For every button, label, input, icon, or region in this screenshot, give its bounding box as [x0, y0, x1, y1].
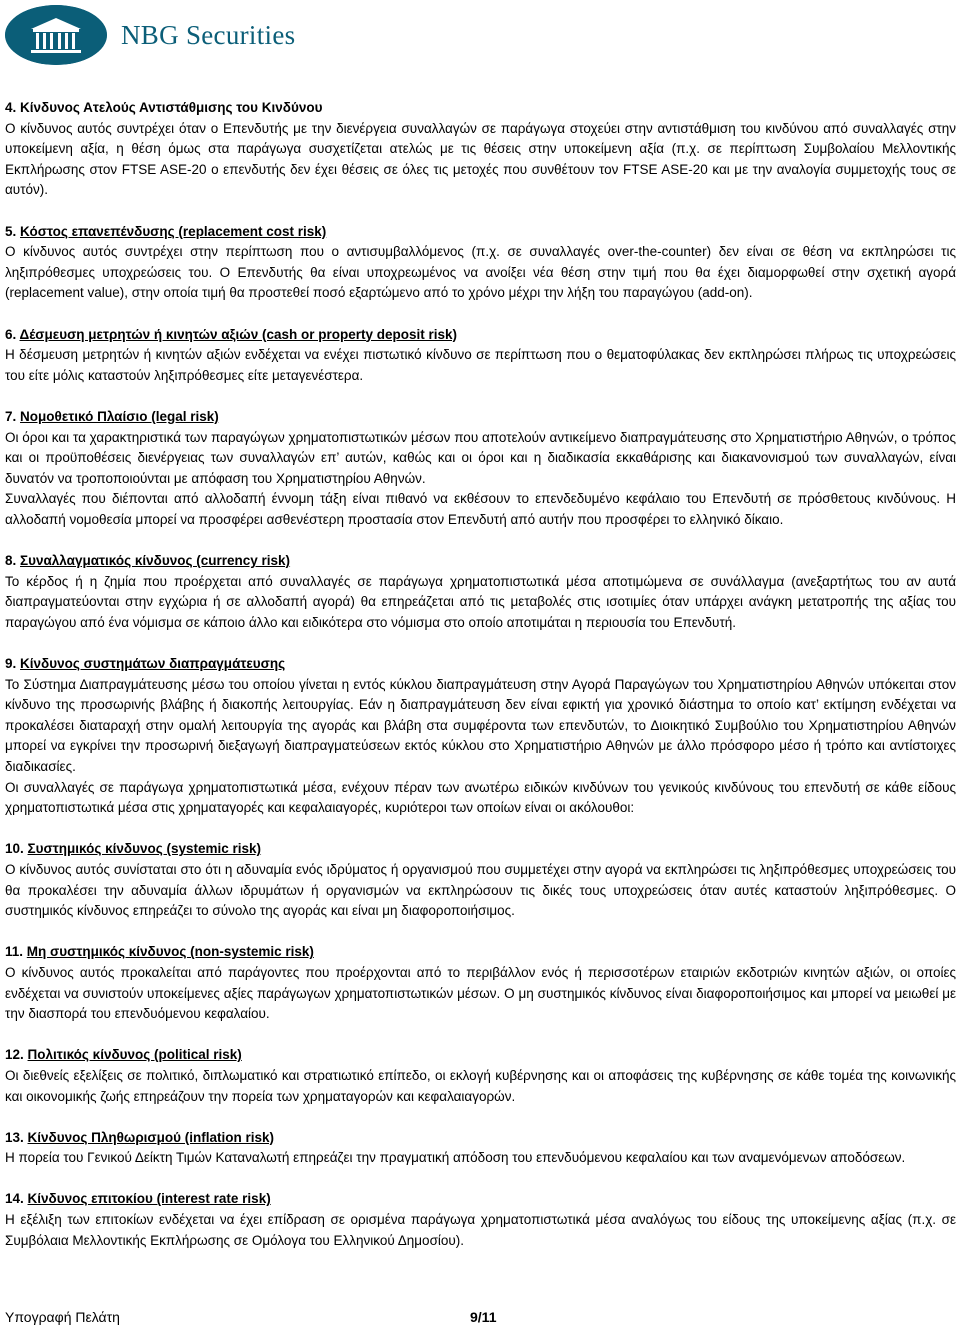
- risk-section: [5, 839, 956, 921]
- section-heading: [5, 325, 956, 346]
- section-heading: [5, 551, 956, 572]
- risk-section: [5, 98, 956, 201]
- section-number: 6.: [5, 326, 17, 342]
- section-heading: [5, 839, 956, 860]
- section-title: Κόστος επανεπένδυσης (replacement cost risk): [20, 223, 327, 239]
- section-number: 4.: [5, 100, 17, 115]
- section-heading: [5, 1189, 956, 1210]
- section-paragraph: Η πορεία του Γενικού Δείκτη Τιμών Καταναλωτή επηρεάζει την πραγματική απόδοση του επενδυόμενου κεφαλαίου και των αναμενόμενων αποδόσεων.: [5, 1150, 906, 1166]
- risk-section: [5, 1128, 956, 1169]
- risk-section: [5, 222, 956, 304]
- section-heading: [5, 222, 956, 243]
- section-heading: [5, 654, 956, 675]
- section-paragraph: Η εξέλιξη των επιτοκίων ενδέχεται να έχει επίδραση σε ορισμένα παράγωγα χρηματοπιστωτικά μέσα αναλόγως του είδους της υποκείμενης αξίας (π.χ. σε Συμβόλαια Μελλοντικής Εκπλήρωσης σε Ομόλογα του Ελληνικού Δημοσίου).: [5, 1212, 956, 1248]
- section-heading: [5, 98, 956, 119]
- section-number: 12.: [5, 1047, 24, 1063]
- section-heading: [5, 1045, 956, 1066]
- section-title: Κίνδυνος Πληθωρισμού (inflation risk): [27, 1129, 275, 1145]
- section-title: Συναλλαγματικός κίνδυνος (currency risk): [20, 553, 291, 569]
- section-heading: [5, 407, 956, 428]
- section-paragraph: Συναλλαγές που διέπονται από αλλοδαπή έννομη τάξη είναι πιθανό να εκθέσουν το επενδεδυμένο κεφάλαιο του Επενδυτή σε πρόσθετους κινδύνους. Η αλλοδαπή νομοθεσία μπορεί να προσφέρει ασθενέστερη προστασία στον Επενδυτή από αυτήν που προσφέρει το ελληνικό δίκαιο.: [5, 491, 956, 527]
- section-title: Κίνδυνος επιτοκίου (interest rate risk): [27, 1191, 271, 1207]
- risk-section: [5, 1045, 956, 1107]
- risk-section: [5, 942, 956, 1024]
- section-paragraph: Ο κίνδυνος αυτός προκαλείται από παράγοντες που προέρχονται από το περιβάλλον ενός ή περισσοτέρων εταιριών εκδοτριών κινητών αξιών, οι οποίες ενδέχεται να συνιστούν υποκείμενες αξίες παράγωγων χρηματοπιστωτικών μέσων. Ο μη συστημικός κίνδυνος είναι διαφοροποιήσιμος και μπορεί να μειωθεί με την διασπορά του επενδυόμενου κεφαλαίου.: [5, 964, 956, 1022]
- section-title: Μη συστημικός κίνδυνος (non-systemic risk): [26, 944, 314, 960]
- client-signature-label: Υπογραφή Πελάτη: [5, 1309, 120, 1325]
- section-number: 8.: [5, 553, 17, 569]
- section-paragraph: Το Σύστημα Διαπραγμάτευσης μέσω του οποίου γίνεται η εντός κύκλου διαπραγμάτευση στην Αγορά Παραγώγων του Χρηματιστηρίου Αθηνών υπόκειται στον κίνδυνο της προσωρινής βλάβης ή διακοπής λειτουργίας. Εάν η διαπραγμάτευση δεν είναι εφικτή για χρονικό διάστημα το οποίο κατ’ εκτίμηση ενδέχεται να προκαλέσει διαταραχή στην ομαλή λειτουργία της αγοράς και βλάβη στα συμφέροντα των επενδυτών, το Διοικητικό Συμβούλιο του Χρηματιστηρίου Αθηνών μπορεί να εγκρίνει την προσωρινή διεξαγωγή διαπραγματεύσεων εκτός κύκλου στο Χρηματιστήριο Αθηνών με άλλο πρόσφορο μέσο ή τρόπο και αντίστοιχες διαδικασίες.: [5, 676, 956, 774]
- section-heading: [5, 942, 956, 963]
- section-heading: [5, 1128, 956, 1149]
- section-paragraph: Οι όροι και τα χαρακτηριστικά των παραγώγων χρηματοπιστωτικών μέσων που αποτελούν αντικείμενο διαπραγμάτευσης στο Χρηματιστήριο Αθηνών, ο τρόπος και οι προϋποθέσεις διενέργειας των συναλλαγών επ’ αυτών, καθώς και οι όροι και η διαδικασία εκκαθάρισης και διακανονισμού των συναλλαγών, είναι δυνατόν να τροποποιούνται με απόφαση του Χρηματιστηρίου Αθηνών.: [5, 429, 956, 486]
- section-paragraph: Ο κίνδυνος αυτός συντρέχει όταν ο Επενδυτής με την διενέργεια συναλλαγών σε παράγωγα στοχεύει στην αντιστάθμιση του κινδύνου από συναλλαγές στην υποκείμενη αξία, η θέση όμως στα παράγωγα συσχετίζεται ατελώς με τις θέσεις στην υποκείμενη αξία (π.χ. σε περίπτωση Συμβολαίου Μελλοντικής Εκπλήρωσης στον FTSE ASE-20 ο επενδυτής δεν έχει θέσεις σε όλες τις μετοχές που συνθέτουν τον FTSE ASE-20 και με την αναλογία συμμετοχής τους σε αυτόν).: [5, 120, 956, 198]
- section-number: 7.: [5, 408, 17, 424]
- page-number: 9/11: [470, 1309, 497, 1325]
- section-paragraph: Ο κίνδυνος αυτός συνίσταται στο ότι η αδυναμία ενός ιδρύματος ή οργανισμού που συμμετέχει στην αγορά να εκπληρώσει τις ληξιπρόθεσμες υποχρεώσεις του θα προκαλέσει την αδυναμία άλλων ιδρυμάτων ή οργανισμών να εκπληρώσουν τις δικές τους υποχρεώσεις όταν αυτές καταστούν ληξιπρόθεσμες. Ο συστημικός κίνδυνος επηρεάζει το σύνολο της αγοράς και είναι μη διαφοροποιήσιμος.: [5, 861, 956, 919]
- page-header: [5, 5, 295, 65]
- section-paragraph: Ο κίνδυνος αυτός συντρέχει στην περίπτωση που ο αντισυμβαλλόμενος (π.χ. σε συναλλαγές over-the-counter) δεν είναι σε θέση να εκπληρώσει τις ληξιπρόθεσμες υποχρεώσεις του. Ο Επενδυτής θα είναι υποχρεωμένος να ανοίξει νέα θέση στην τιμή που θα έχει διαμορφωθεί στην σχετική αγορά (replacement value), στην οποία τιμή θα προστεθεί ποσό εξαρτώμενο από το χρόνο μέχρι την λήξη του παραγώγου (add-on).: [5, 244, 956, 301]
- document-body: [5, 98, 956, 1272]
- section-title: Δέσμευση μετρητών ή κινητών αξιών (cash or property deposit risk): [19, 326, 458, 342]
- section-number: 10.: [5, 841, 24, 857]
- page-footer: [5, 1309, 956, 1329]
- building-emblem-icon: [5, 5, 107, 65]
- section-number: 13.: [5, 1129, 24, 1145]
- section-paragraph: Το κέρδος ή η ζημία που προέρχεται από συναλλαγές σε παράγωγα χρηματοπιστωτικά μέσα αποτιμώμενα σε συνάλλαγμα (ανεξαρτήτως του αν αυτά διαπραγματεύονται στην εγχώρια ή σε αλλοδαπή αγορά) θα επηρεάζεται από τις μεταβολές στις ισοτιμίες όταν υπάρχει ανάγκη μετατροπής της αξίας του παραγώγου από ένα νόμισμα σε κάποιο άλλο και ειδικότερα στο νόμισμα στο οποίο αποτιμάται η περιουσία του Επενδυτή.: [5, 573, 956, 630]
- section-number: 9.: [5, 656, 17, 672]
- risk-section: [5, 654, 956, 819]
- risk-section: [5, 325, 956, 387]
- section-paragraph: Η δέσμευση μετρητών ή κινητών αξιών ενδέχεται να ενέχει πιστωτικό κίνδυνο σε περίπτωση που ο θεματοφύλακας δεν εκπληρώσει πλήρως τις υποχρεώσεις του είτε μόλις καταστούν ληξιπρόθεσμες είτε μεταγενέστερα.: [5, 347, 956, 383]
- risk-section: [5, 407, 956, 531]
- section-title: Νομοθετικό Πλαίσιο (legal risk): [20, 408, 219, 424]
- risk-section: [5, 1189, 956, 1251]
- section-title: Κίνδυνος Ατελούς Αντιστάθμισης του Κινδύνου: [20, 100, 323, 115]
- brand-name: NBG Securities: [121, 19, 296, 50]
- section-title: Συστημικός κίνδυνος (systemic risk): [27, 841, 262, 857]
- risk-section: [5, 551, 956, 633]
- section-title: Κίνδυνος συστημάτων διαπραγμάτευσης: [20, 656, 286, 672]
- section-number: 11.: [5, 944, 24, 960]
- section-paragraph: Οι συναλλαγές σε παράγωγα χρηματοπιστωτικά μέσα, ενέχουν πέραν των ανωτέρω ειδικών κινδύνων του γενικούς κινδύνους του επενδυτή σε κάθε είδους χρηματοπιστωτικά μέσα στις χρηματαγορές και κεφαλαιαγορές, κυριότεροι των οποίων είναι οι ακόλουθοι:: [5, 779, 956, 816]
- section-title: Πολιτικός κίνδυνος (political risk): [27, 1047, 242, 1063]
- section-number: 14.: [5, 1191, 24, 1207]
- section-paragraph: Οι διεθνείς εξελίξεις σε πολιτικό, διπλωματικό και στρατιωτικό επίπεδο, οι εκλογή κυβέρνησης και οι αποφάσεις της κυβέρνησης σε κάθε τομέα της κοινωνικής και οικονομικής ζωής επηρεάζουν την πορεία των χρηματαγορών και κεφαλαιαγορών.: [5, 1067, 956, 1104]
- section-number: 5.: [5, 223, 17, 239]
